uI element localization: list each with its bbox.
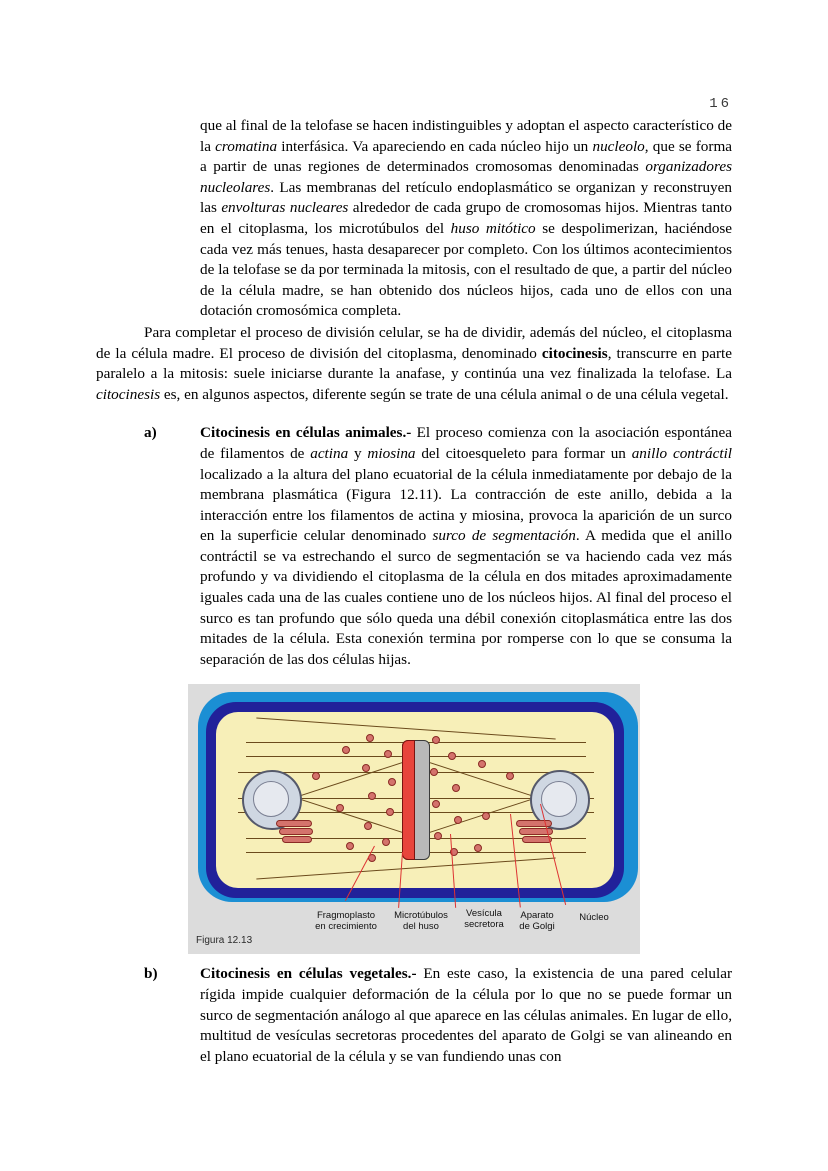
paragraph-2: Para completar el proceso de división celular, se ha de dividir, además del núcleo, el citoplasma de la célula madre. El proceso de división del citoplasma, denominado citocinesis, transcurre en parte paralelo a la mitosis: suele iniciarse durante la anafase, y continúa una vez finalizada la telofase. La citocinesis es, en algunos aspectos, diferente según se trate de una célula animal o de una célula vegetal. (96, 323, 732, 403)
list-body-a (200, 423, 732, 670)
figure-12-13 (188, 684, 640, 954)
cell-plate-forming (402, 740, 415, 860)
list-paragraph-a (200, 423, 732, 670)
golgi-apparatus-left (276, 820, 316, 846)
list-item (144, 423, 732, 670)
list-marker-a: a) (144, 424, 157, 442)
list-lead-a: Citocinesis en células animales.- (200, 424, 412, 442)
figure-label-vesicula: Vesícula secretora (464, 908, 504, 931)
paragraph-1-container (200, 116, 732, 322)
cell-wall-inner (206, 702, 624, 898)
list-paragraph-b (200, 964, 732, 1067)
list-body-b (200, 964, 732, 1067)
figure-label-fragmoplasto: Fragmoplasto en crecimiento (315, 910, 377, 933)
cell-wall-outer (198, 692, 638, 902)
list-lead-b: Citocinesis en células vegetales.- (200, 965, 417, 983)
figure-label-golgi: Aparato de Golgi (519, 910, 555, 933)
page-number: 16 (709, 96, 732, 112)
figure-caption: Figura 12.13 (196, 935, 253, 947)
paragraph-1: que al final de la telofase se hacen indistinguibles y adoptan el aspecto característico de la cromatina interfásica. Va apareciendo en cada núcleo hijo un nucleolo, que se forma a partir de unas regiones de determinados cromosomas denominadas organizadores nucleolares. Las membranas del retículo endoplasmático se organizan y reconstruyen las envolturas nucleares alrededor de cada grupo de cromosomas hijos. Mientras tanto en el citoplasma, los microtúbulos del huso mitótico se despolimerizan, haciéndose cada vez más tenues, hasta desaparecer por completo. Con los últimos acontecimientos de la telofase se da por terminada la mitosis, con el resultado de que, a partir del núcleo de la célula madre, se han obtenido dos núcleos hijos, cada uno de ellos con una dotación cromosómica completa. (200, 117, 733, 320)
list-item (144, 964, 732, 1067)
list-marker-b: b) (144, 965, 158, 983)
figure-label-nucleo: Núcleo (579, 912, 609, 924)
figure-label-microtubulos: Microtúbulos del huso (394, 910, 448, 933)
list-text-a: El proceso comienza con la asociación espontánea de filamentos de actina y miosina del citoesqueleto para formar un anillo contráctil localizado a la altura del plano ecuatorial de la célula inmediatamente por debajo de la membrana plasmática (Figura 12.11). La contracción de este anillo, debida a la interacción entre los filamentos de actina y miosina, provoca la aparición de un surco en la superficie celular denominado surco de segmentación. A medida que el anillo contráctil se va estrechando el surco de segmentación se va haciendo cada vez más profundo y va dividiendo el citoplasma de la célula en dos mitades aproximadamente iguales cada una de las cuales contiene uno de los núcleos hijos. Al final del proceso el surco es tan profundo que sólo queda una débil conexión citoplasmática entre las dos mitades de la célula. Esta conexión termina por romperse con lo que se consuma la separación de las dos células hijas. (200, 424, 733, 668)
list-text-b: En este caso, la existencia de una pared celular rígida impide cualquier deformación de la célula por lo que no se puede formar un surco de segmentación análogo al que aparece en las células animales. En lugar de ello, multitud de vesículas secretoras procedentes del aparato de Golgi se van alineando en el plano ecuatorial de la célula y se van fundiendo unas con (200, 965, 733, 1065)
page-content (96, 116, 732, 1067)
